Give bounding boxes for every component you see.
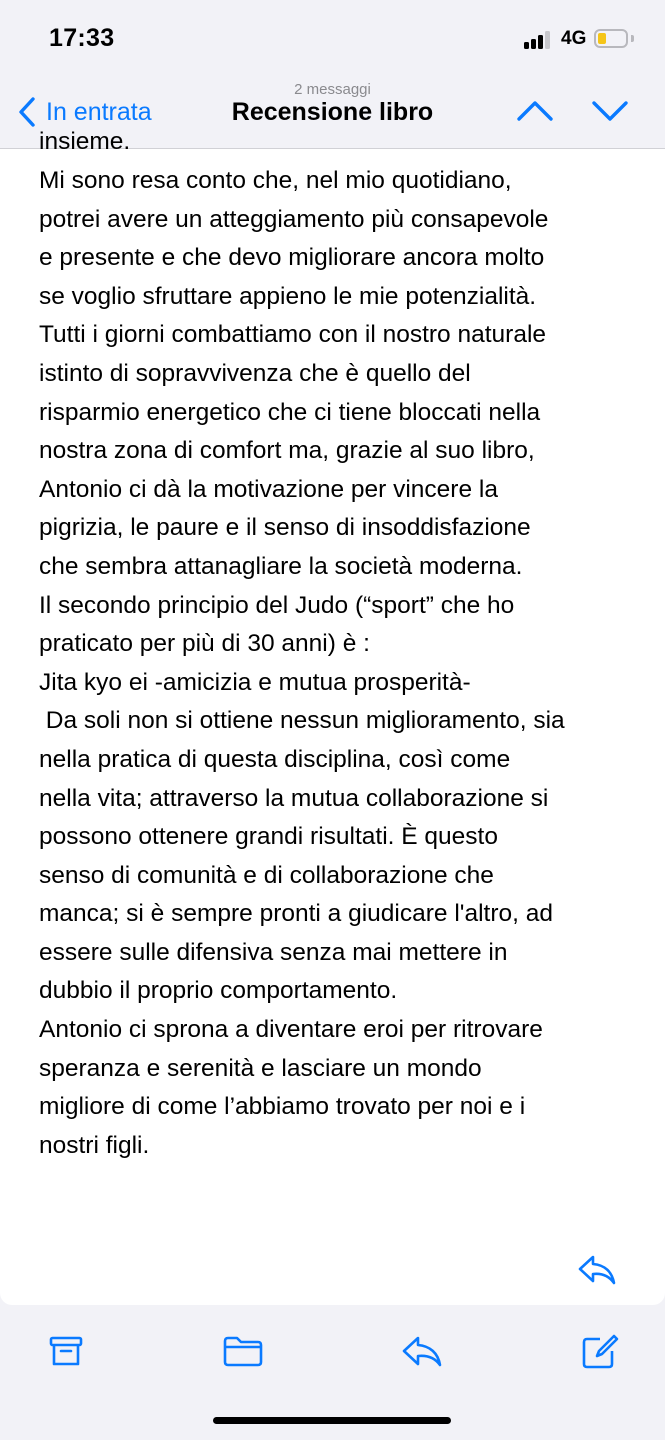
message-line: Antonio ci dà la motivazione per vincere la [39,475,498,503]
message-line: Jita kyo ei -amicizia e mutua prosperità- [39,668,471,696]
signal-bar [531,39,536,49]
message-line: potrei avere un atteggiamento più consapevole [39,205,549,233]
reply-icon [401,1333,443,1369]
page-title: Recensione libro [231,98,434,126]
message-line: Il secondo principio del Judo (“sport” che ho [39,591,515,619]
message-line: dubbio il proprio comportamento. [39,977,398,1005]
previous-message-button[interactable] [516,99,554,128]
message-text [39,162,565,1165]
message-line: nostra zona di comfort ma, grazie al suo libro, [39,437,535,465]
signal-bar [538,35,543,49]
archive-icon [48,1333,84,1369]
message-body[interactable] [0,128,665,1305]
folder-icon [222,1333,264,1369]
message-line: e presente e che devo migliorare ancora molto [39,244,545,272]
reply-toolbar-button[interactable] [401,1333,443,1374]
status-bar [0,0,665,75]
message-line: risparmio energetico che ci tiene bloccati nella [39,398,541,426]
archive-button[interactable] [48,1333,84,1374]
home-indicator [213,1417,451,1424]
message-line: Da soli non si ottiene nessun miglioramento, sia [39,707,565,735]
signal-bar [545,31,550,49]
reply-icon [577,1253,617,1287]
cellular-signal-icon [524,30,552,49]
battery-icon [594,29,628,48]
message-line: speranza e serenità e lasciare un mondo [39,1054,482,1082]
message-line: istinto di sopravvivenza che è quello del [39,359,471,387]
message-line: senso di comunità e di collaborazione che [39,861,494,889]
message-line: Mi sono resa conto che, nel mio quotidiano, [39,167,512,194]
battery-level [598,33,606,44]
status-time: 17:33 [49,24,115,52]
message-line: manca; si è sempre pronti a giudicare l'altro, ad [39,900,553,928]
message-line: migliore di come l’abbiamo trovato per noi e i [39,1093,526,1121]
message-line: Tutti i giorni combattiamo con il nostro naturale [39,321,547,349]
compose-button[interactable] [580,1333,620,1376]
message-line: Antonio ci sprona a diventare eroi per ritrovare [39,1016,543,1044]
chevron-up-icon [516,99,554,123]
signal-bar [524,42,529,49]
message-line: se voglio sfruttare appieno le mie potenzialità. [39,282,537,310]
message-line: nella vita; attraverso la mutua collaborazione si [39,784,549,812]
compose-icon [580,1333,620,1371]
message-line: praticato per più di 30 anni) è : [39,630,370,658]
message-line: pigrizia, le paure e il senso di insoddisfazione [39,514,531,542]
message-line: che sembra attanagliare la società moderna. [39,552,523,580]
chevron-down-icon [591,99,629,123]
back-label: In entrata [46,97,152,126]
message-line: nella pratica di questa disciplina, così come [39,745,511,773]
message-line: possono ottenere grandi risultati. È questo [39,823,498,851]
cut-off-line: insieme. [39,128,131,155]
message-line: essere sulle difensiva senza mai mettere in [39,938,508,966]
message-count: 2 messaggi [294,81,371,98]
move-to-folder-button[interactable] [222,1333,264,1374]
next-message-button[interactable] [591,99,629,128]
battery-cap [631,35,634,42]
network-type: 4G [561,28,587,49]
reply-button[interactable] [577,1253,617,1292]
message-line: nostri figli. [39,1131,150,1159]
